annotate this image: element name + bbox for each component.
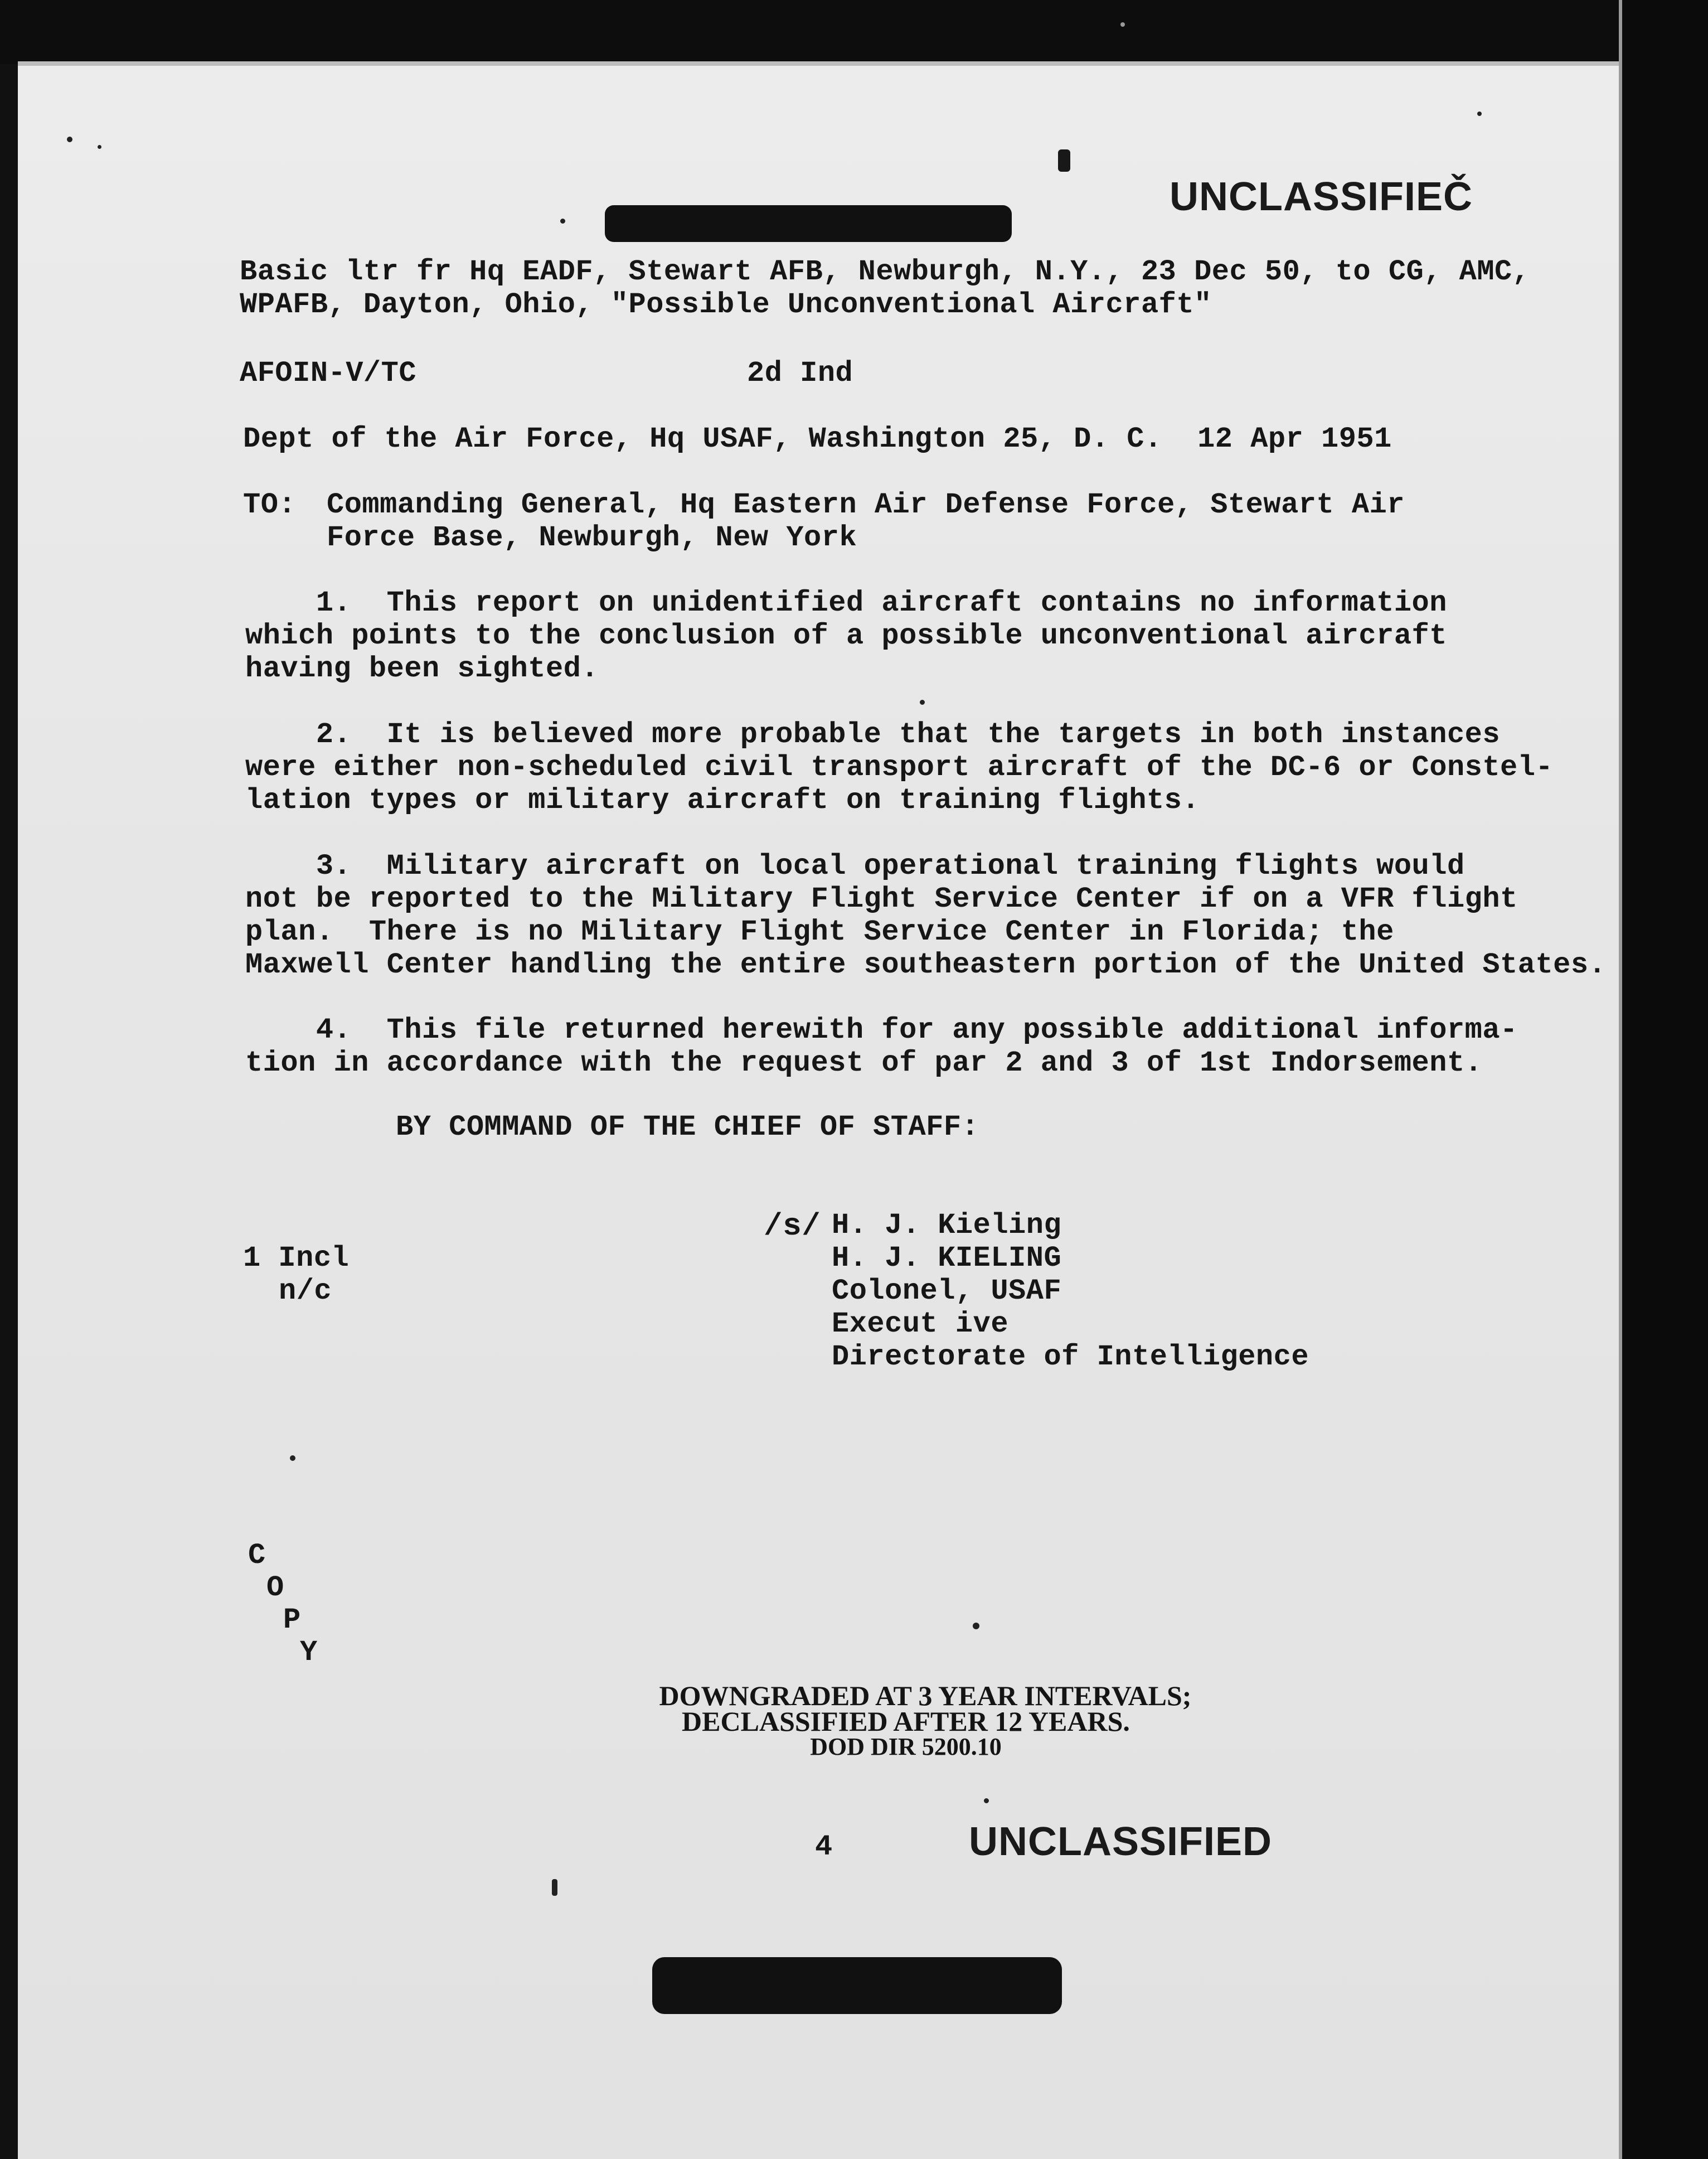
indorsement-number: 2d Ind (747, 357, 853, 390)
reference-line-1: Basic ltr fr Hq EADF, Stewart AFB, Newburgh, N.Y., 23 Dec 50, to CG, AMC, (240, 255, 1530, 288)
paragraph-3-line-1: 3. Military aircraft on local operational training flights would (245, 850, 1465, 883)
paragraph-2-line-1: 2. It is believed more probable that the targets in both instances (245, 718, 1501, 751)
to-line-2: Force Base, Newburgh, New York (327, 521, 857, 554)
paragraph-4-line-2: tion in accordance with the request of par 2 and 3 of 1st Indorsement. (245, 1047, 1483, 1080)
dust-speck (984, 1798, 989, 1803)
paragraph-1-line-3: having been sighted. (245, 652, 599, 685)
dust-speck (552, 1879, 557, 1896)
downgrade-stamp-line-3: DOD DIR 5200.10 (810, 1733, 1002, 1760)
signer-organization: Directorate of Intelligence (832, 1340, 1309, 1373)
scan-right-border (1619, 0, 1708, 2159)
paragraph-2-line-2: were either non-scheduled civil transport aircraft of the DC-6 or Constel- (245, 751, 1554, 784)
enclosure-note: n/c (279, 1275, 332, 1308)
by-command-line: BY COMMAND OF THE CHIEF OF STAFF: (396, 1111, 979, 1144)
bottom-classification-stamp: UNCLASSIFIED (969, 1819, 1273, 1864)
paragraph-3-line-4: Maxwell Center handling the entire southeastern portion of the United States. (245, 948, 1607, 981)
signer-rank: Colonel, USAF (832, 1275, 1062, 1308)
paragraph-1-line-1: 1. This report on unidentified aircraft contains no information (245, 587, 1447, 619)
paragraph-4-line-1: 4. This file returned herewith for any possible additional informa- (245, 1014, 1518, 1047)
office-symbol: AFOIN-V/TC (240, 357, 417, 390)
bottom-redaction-bar (652, 1957, 1062, 2014)
paragraph-1-line-2: which points to the conclusion of a possible unconventional aircraft (245, 619, 1447, 652)
paragraph-3-line-3: plan. There is no Military Flight Service Center in Florida; the (245, 916, 1394, 948)
top-classification-stamp: UNCLASSIFIEČ (1170, 175, 1473, 219)
binding-mark (1058, 149, 1070, 172)
dust-speck (1477, 112, 1482, 116)
signature-mark: /s/ (764, 1208, 821, 1244)
enclosure-count: 1 Incl (243, 1242, 350, 1275)
paper-top-edge (18, 61, 1619, 66)
signer-title: Execut ive (832, 1308, 1009, 1340)
from-line: Dept of the Air Force, Hq USAF, Washington 25, D. C. 12 Apr 1951 (243, 423, 1392, 456)
dust-speck (560, 219, 565, 224)
scan-left-border (0, 0, 18, 2159)
copy-letter-p: P (283, 1604, 301, 1637)
signed-name: H. J. Kieling (832, 1209, 1062, 1242)
dust-speck (290, 1455, 295, 1461)
typed-name: H. J. KIELING (832, 1242, 1062, 1275)
copy-letter-o: O (266, 1571, 284, 1604)
dust-speck (920, 700, 925, 705)
to-label: TO: (243, 488, 297, 521)
scan-top-border (0, 0, 1619, 64)
page-number: 4 (815, 1831, 833, 1863)
copy-letter-c: C (248, 1539, 266, 1572)
reference-line-2: WPAFB, Dayton, Ohio, "Possible Unconventional Aircraft" (240, 288, 1212, 321)
dust-speck (1120, 22, 1125, 27)
downgrade-stamp-line-1: DOWNGRADED AT 3 YEAR INTERVALS; (659, 1680, 1192, 1711)
paragraph-3-line-2: not be reported to the Military Flight Service Center if on a VFR flight (245, 883, 1518, 916)
dust-speck (98, 145, 101, 149)
dust-speck (67, 137, 72, 142)
top-redaction-bar (605, 205, 1012, 242)
paragraph-2-line-3: lation types or military aircraft on training flights. (245, 784, 1200, 817)
copy-letter-y: Y (300, 1636, 318, 1669)
to-line-1: Commanding General, Hq Eastern Air Defense Force, Stewart Air (327, 488, 1405, 521)
downgrade-stamp-line-2: DECLASSIFIED AFTER 12 YEARS. (682, 1706, 1130, 1737)
dust-speck (973, 1623, 979, 1629)
